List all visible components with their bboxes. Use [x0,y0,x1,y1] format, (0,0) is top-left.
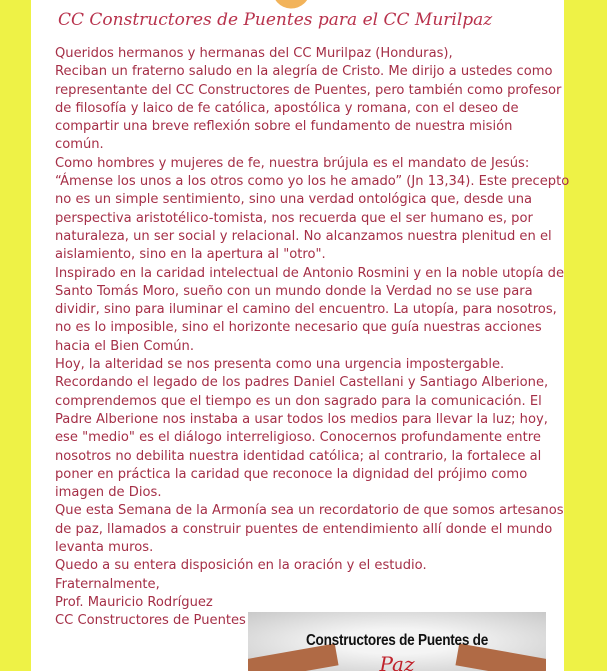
letter-line: compartir una breve reflexión sobre el fundamento de nuestra misión [55,119,513,135]
letter-line: Inspirado en la caridad intelectual de Antonio Rosmini y en la noble utopía de [55,265,565,281]
letter-line: de filosofía y laico de fe católica, apostólica y romana, con el deseo de [55,100,519,116]
letter-line: naturaleza, un ser social y relacional. No alcanzamos nuestra plenitud en el [55,228,552,244]
letter-line: Como hombres y mujeres de fe, nuestra brújula es el mandato de Jesús: [55,155,530,171]
letter-title: CC Constructores de Puentes para el CC Murilpaz [58,10,493,30]
letter-line: de paz, llamados a construir puentes de entendimiento allí donde el mundo [55,521,553,537]
banner-title: Constructores de Puentes de [305,632,489,649]
letter-line: “Ámense los unos a los otros como yo los he amado” (Jn 13,34). Este precepto [55,174,570,190]
letter-line: Prof. Mauricio Rodríguez [55,594,213,610]
letter-line: representante del CC Constructores de Puentes, pero también como profesor [55,82,562,98]
letter-line: Santo Tomás Moro, sueño con un mundo donde la Verdad no se use para [55,283,533,299]
banner-image [248,612,546,671]
letter-line: ese "medio" es el diálogo interreligioso. Conocernos profundamente entre [55,430,541,446]
letter-body [55,45,570,631]
letter-line: Reciban un fraterno saludo en la alegría de Cristo. Me dirijo a ustedes como [55,64,553,80]
letter-line: levanta muros. [55,540,154,556]
letter-line: comprendemos que el tiempo es un don sagrado para la comunicación. El [55,393,542,409]
banner-subtitle: Paz [379,652,415,671]
letter-line: no es lo imposible, sino el horizonte necesario que guía nuestras acciones [55,320,542,336]
letter-line: imagen de Dios. [55,485,162,501]
letter-line: Quedo a su entera disposición en la oración y el estudio. [55,558,427,574]
letter-line: perspectiva aristotélico-tomista, nos recuerda que el ser humano es, por [55,210,533,226]
letter-line: Que esta Semana de la Armonía sea un recordatorio de que somos artesanos [55,503,564,519]
letter-line: Padre Alberione nos instaba a usar todos los medios para llevar la luz; hoy, [55,411,548,427]
letter-line: común. [55,137,104,153]
letter-line: Queridos hermanos y hermanas del CC Murilpaz (Honduras), [55,46,453,61]
letter-line: nosotros no debilita nuestra identidad católica; al contrario, la fortalece al [55,448,542,464]
letter-line: hacia el Bien Común. [55,338,195,354]
letter-line: no es un simple sentimiento, sino una verdad ontológica que, desde una [55,192,533,208]
letter-line: aislamiento, sino en la apertura al "otro". [55,247,326,263]
letter-line: CC Constructores de Puentes [55,613,246,629]
letter-line: Fraternalmente, [55,576,160,592]
letter-line: poner en práctica la caridad que reconoce la dignidad del prójimo como [55,466,528,482]
letter-line: Hoy, la alteridad se nos presenta como una urgencia impostergable. [55,357,505,373]
letter-line: dividir, sino para iluminar el camino del encuentro. La utopía, para nosotros, [55,302,557,318]
letter-line: Recordando el legado de los padres Daniel Castellani y Santiago Alberione, [55,375,549,391]
